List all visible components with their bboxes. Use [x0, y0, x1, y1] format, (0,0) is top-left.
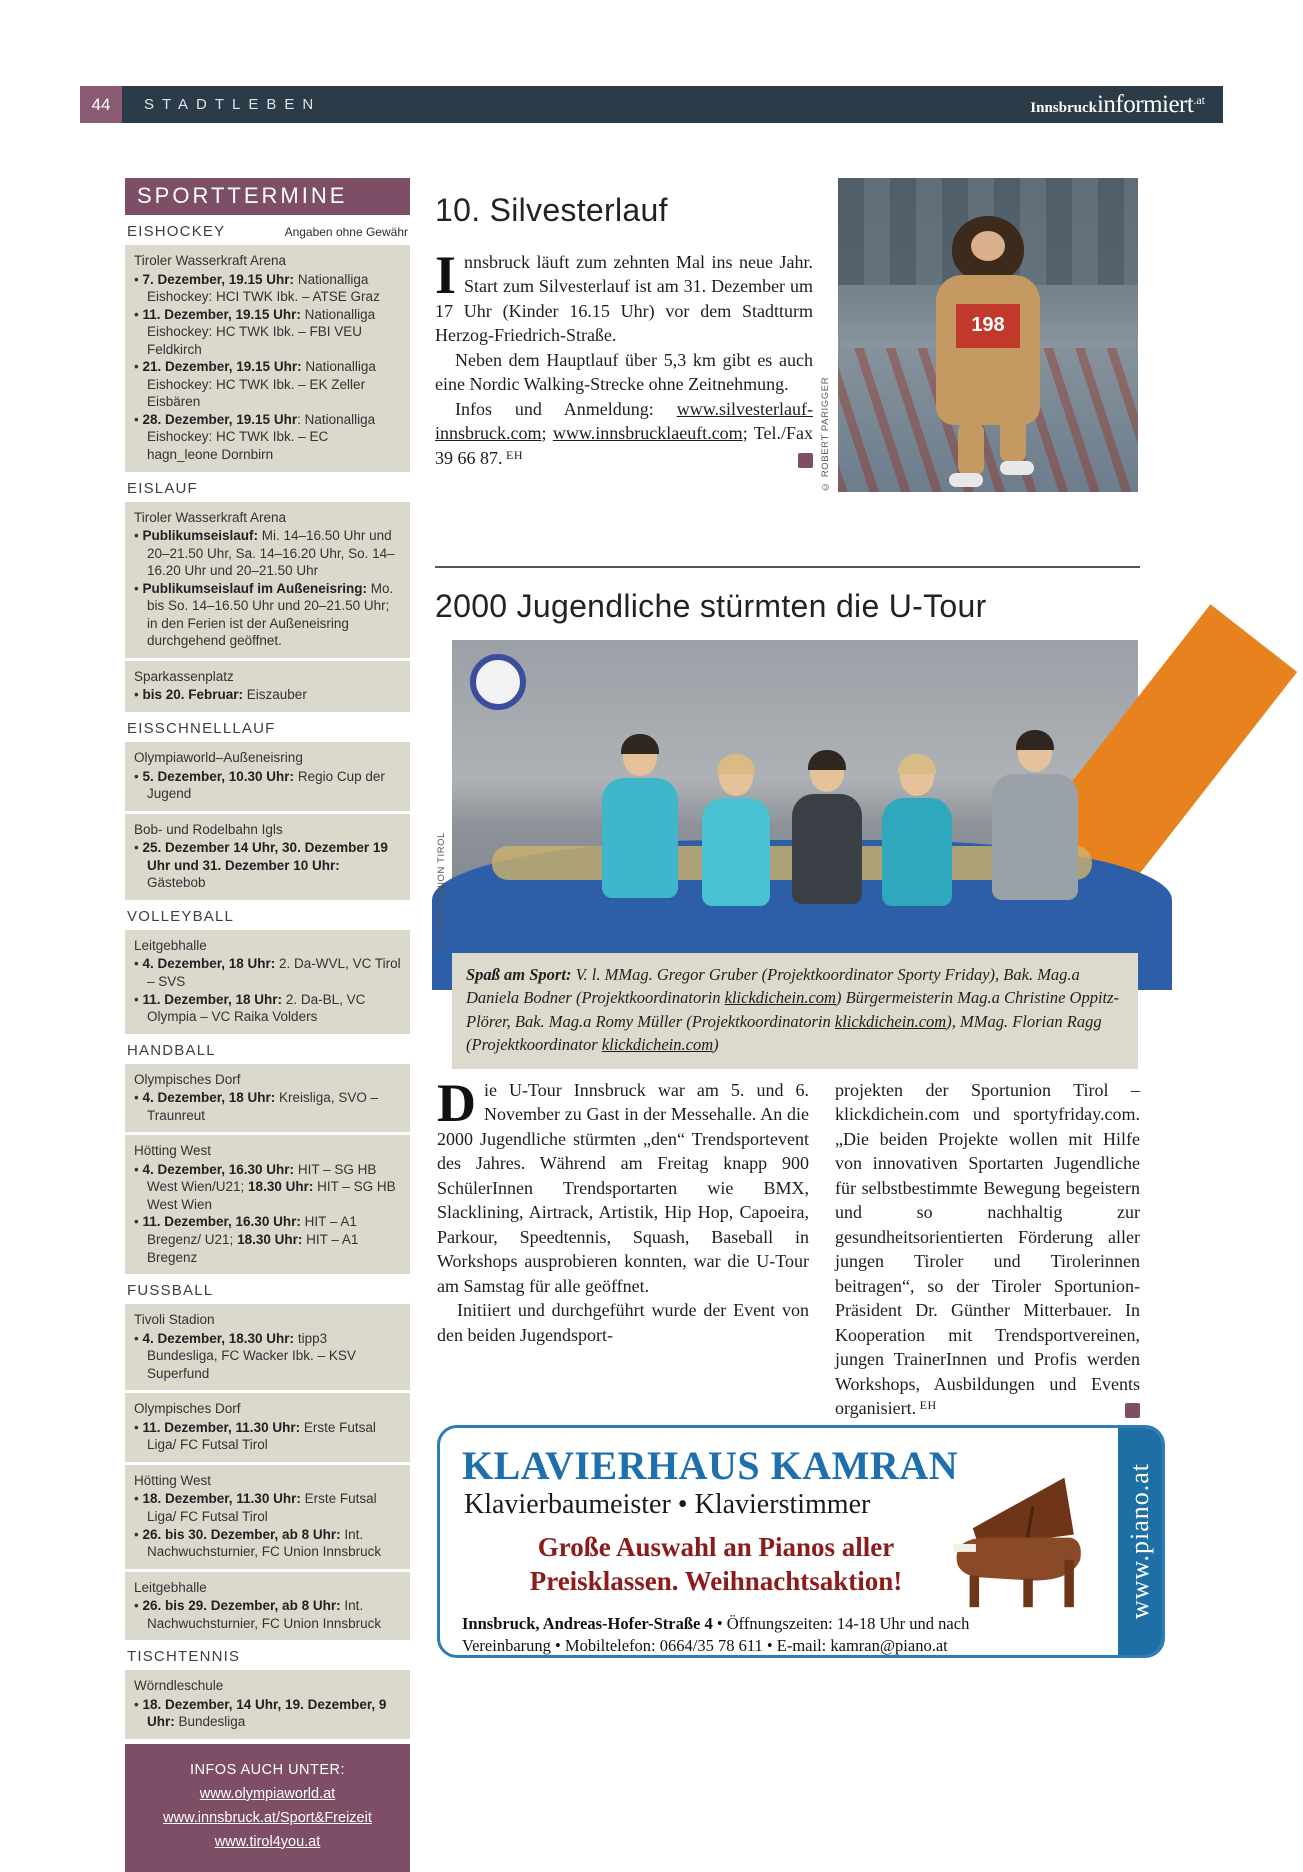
text-segment: Nationalliga Eishockey: HCI TWK Ibk. – ATSE Graz [147, 271, 380, 305]
text-segment: Publikumseislauf im Außeneisring: [142, 580, 368, 596]
venue-name: Hötting West [134, 1143, 212, 1159]
sidebar-section-heading [127, 720, 408, 737]
person-hair [808, 750, 846, 770]
bullet: • [134, 580, 143, 596]
race-bib-number: 198 [956, 304, 1020, 348]
text-segment: HIT – A1 Bregenz [147, 1231, 359, 1265]
sporttermine-sections [125, 223, 410, 1739]
inline-link[interactable]: klickdichein.com [601, 1035, 714, 1055]
text-segment: 2. Da-BL, VC Olympia – VC Raika Volders [147, 991, 366, 1025]
schedule-group [125, 245, 410, 472]
text-segment: Kreisliga, SVO – Traunreut [147, 1090, 379, 1123]
schedule-item [134, 686, 401, 704]
bullet: • [134, 1090, 143, 1106]
schedule-item [134, 1213, 401, 1266]
end-of-article-mark [798, 453, 813, 468]
venue-name: Olympiaworld–Außeneisring [134, 750, 303, 766]
schedule-item [134, 1597, 401, 1632]
bullet: • [134, 991, 143, 1007]
ad-title: KLAVIERHAUS KAMRAN [462, 1443, 959, 1488]
person-jacket [792, 794, 862, 904]
text-segment: Neben dem Hauptlauf über 5,3 km gibt es auch eine Nordic Walking-Strecke ohne Zeitnehmung. [435, 349, 813, 395]
text-segment: HIT – SG HB West Wien/U21; [147, 1161, 377, 1195]
schedule-item [134, 1526, 401, 1561]
person-shirt [602, 778, 678, 898]
page-number-box: 44 [80, 86, 122, 123]
section-heading-label: HANDBALL [127, 1041, 216, 1059]
text-segment: Int. Nachwuchsturnier, FC Union Innsbruck [147, 1526, 382, 1560]
schedule-group [125, 1670, 410, 1739]
ad-address-street: Innsbruck, Andreas-Hofer-Straße 4 [462, 1613, 713, 1633]
article2-col2 [835, 1078, 1140, 1421]
end-of-article-mark [1125, 1403, 1140, 1418]
venue-name: Olympisches Dorf [134, 1401, 241, 1417]
paragraph [435, 245, 813, 348]
bullet: • [134, 687, 143, 703]
person-shirt [702, 798, 770, 906]
venue-name: Wörndleschule [134, 1678, 224, 1694]
logo-at-suffix: .at [1193, 92, 1205, 107]
text-segment: 21. Dezember, 19.15 Uhr: [142, 359, 302, 375]
section-title: STADTLEBEN [144, 96, 322, 113]
text-segment: 2. Da-WVL, VC Tirol – SVS [147, 956, 401, 989]
photo-person [702, 758, 770, 906]
text-segment: 26. bis 29. Dezember, ab 8 Uhr: [142, 1598, 341, 1614]
grand-piano-image [938, 1458, 1096, 1630]
text-segment: ; [541, 423, 553, 444]
sidebar-title: SPORTTERMINE [125, 178, 410, 215]
ad-highlight [486, 1531, 946, 1599]
text-segment: Int. Nachwuchsturnier, FC Union Innsbruck [147, 1598, 382, 1631]
bullet: • [134, 1161, 143, 1177]
schedule-item [134, 527, 401, 580]
text-segment: : Nationalliga Eishockey: HC TWK Ibk. – EC hagn_leone Dornbirn [147, 411, 376, 463]
schedule-group [125, 1135, 410, 1274]
paragraph [835, 1078, 1140, 1421]
klavierhaus-advert [437, 1425, 1165, 1658]
schedule-item [134, 306, 401, 359]
venue-name: Bob- und Rodelbahn Igls [134, 821, 283, 837]
bullet: • [134, 1696, 143, 1712]
bullet: • [134, 840, 143, 856]
schedule-item [134, 1330, 401, 1383]
photo-person [602, 738, 678, 898]
text-segment: Gästebob [147, 875, 206, 891]
text-segment: Spaß am Sport: [466, 965, 576, 984]
schedule-group [125, 1393, 410, 1462]
logo-innsbruck: Innsbruck [1030, 99, 1097, 116]
venue-name: Leitgebhalle [134, 937, 207, 953]
header-bar [122, 86, 1223, 123]
bullet: • [134, 1330, 143, 1346]
bullet: • [134, 1491, 143, 1507]
sport-schedule-sidebar [125, 178, 410, 1872]
text-segment: 11. Dezember, 11.30 Uhr: [142, 1419, 301, 1435]
venue-name: Olympisches Dorf [134, 1071, 241, 1087]
section-heading-label: FUSSBALL [127, 1282, 214, 1300]
text-segment: 7. Dezember, 19.15 Uhr: [142, 271, 295, 287]
paragraph [437, 1298, 809, 1347]
runner-shoe [949, 473, 983, 487]
infos-link[interactable]: www.innsbruck.at/Sport&Freizeit [163, 1809, 372, 1826]
text-segment: 4. Dezember, 18.30 Uhr: [142, 1330, 295, 1346]
infos-link[interactable]: www.olympiaworld.at [199, 1785, 336, 1802]
venue-name: Tivoli Stadion [134, 1312, 215, 1328]
drop-cap: D [437, 1073, 476, 1133]
ad-highlight-line1: Große Auswahl an Pianos aller [537, 1532, 895, 1562]
sidebar-section-heading [127, 908, 408, 925]
inline-link[interactable]: klickdichein.com [724, 988, 836, 1008]
schedule-group [125, 1064, 410, 1133]
person-hair [717, 754, 755, 774]
text-segment: 28. Dezember, 19.15 Uhr [142, 411, 298, 427]
text-segment: 4. Dezember, 18 Uhr: [142, 956, 276, 972]
schedule-group [125, 930, 410, 1034]
schedule-item [134, 1419, 401, 1454]
text-segment: Eiszauber [243, 687, 307, 703]
schedule-item [134, 839, 401, 892]
venue-name: Hötting West [134, 1472, 212, 1488]
text-segment: 4. Dezember, 16.30 Uhr: [142, 1161, 295, 1177]
sidebar-section-heading [127, 1282, 408, 1299]
text-segment: HIT – A1 Bregenz/ U21; [147, 1214, 357, 1247]
person-jacket [882, 798, 952, 906]
ad-address-details: • Öffnungszeiten: 14-18 Uhr und nach Vereinbarung • Mobiltelefon: 0664/35 78 611 • E-mail: kamran@piano.at [462, 1613, 970, 1655]
paragraph [435, 348, 813, 397]
article1-headline: 10. Silvesterlauf [435, 192, 668, 228]
infos-title: INFOS AUCH UNTER: [189, 1761, 346, 1778]
schedule-group [125, 1572, 410, 1641]
text-segment: Regio Cup der Jugend [147, 768, 385, 802]
bullet: • [134, 271, 143, 287]
text-segment: HIT – SG HB West Wien [147, 1179, 396, 1212]
schedule-item [134, 358, 401, 411]
text-segment: ), MMag. Florian Ragg (Projektkoordinator [466, 1011, 1102, 1055]
inline-link[interactable]: www.innsbrucklaeuft.com [552, 423, 743, 444]
logo-informiert: informiert [1096, 90, 1194, 118]
text-segment: Infos und Anmeldung: [455, 398, 677, 419]
photo-person [792, 754, 862, 904]
drop-cap: I [435, 245, 457, 305]
infos-link[interactable]: www.tirol4you.at [214, 1833, 321, 1850]
disclaimer: Angaben ohne Gewähr [284, 225, 408, 239]
schedule-group [125, 1465, 410, 1569]
person-hair [898, 754, 936, 774]
text-segment: Mi. 14–16.50 Uhr und 20–21.50 Uhr, Sa. 14–16.20 Uhr, So. 14–16.20 Uhr und 20–21.50 Uhr [147, 528, 395, 579]
infos-box [125, 1744, 410, 1872]
sidebar-section-heading [127, 223, 408, 240]
text-segment: tipp3 Bundesliga, FC Wacker Ibk. – KSV Superfund [147, 1330, 356, 1381]
section-heading-label: EISHOCKEY [127, 223, 226, 240]
ad-address [462, 1613, 1007, 1658]
section-heading-label: VOLLEYBALL [127, 907, 235, 925]
schedule-item [134, 1161, 401, 1214]
ad-highlight-line2: Preisklassen. Weihnachtsaktion! [529, 1565, 903, 1596]
photo-person [882, 758, 952, 906]
paragraph [437, 1073, 809, 1298]
article2-headline: 2000 Jugendliche stürmten die U-Tour [435, 588, 987, 624]
section-heading-label: TISCHTENNIS [127, 1648, 241, 1666]
text-segment: projekten der Sportunion Tirol – klickdichein.com und sportyfriday.com. „Die beiden Projekte wollen mit Hilfe von innovativen Sportarten Jugendliche für selbstbestimmte Bewegung begeistern und so nachhaltig zur gesundheitsorientierten Förderung aller jungen Tiroler und Tirolerinnen beitragen“, so der Tiroler Sportunion-Präsident Dr. Günther Mitterbauer. In Kooperation mit Trendsportvereinen, jungen TrainerInnen und Profis werden Workshops, Ausbildungen und Events organisiert. [835, 1080, 1140, 1419]
photo-caption [452, 953, 1138, 1069]
sidebar-section-heading [127, 480, 408, 497]
sidebar-section-heading [127, 1042, 408, 1059]
text-segment: EH [916, 1398, 937, 1413]
text-segment: 26. bis 30. Dezember, ab 8 Uhr: [142, 1526, 341, 1542]
text-segment: V. l. MMag. Gregor Gruber (Projektkoordinator Sporty Friday), Bak. Mag.a Daniela Bodner (Projektkoordinatorin [466, 965, 1080, 1008]
person-hair [1016, 730, 1054, 750]
text-segment: 11. Dezember, 19.15 Uhr: [142, 306, 301, 322]
paragraph [435, 397, 813, 470]
event-logo [470, 654, 526, 710]
runner-shoe [1000, 461, 1034, 475]
schedule-item [134, 991, 401, 1026]
text-segment: Erste Futsal Liga/ FC Futsal Tirol [147, 1491, 377, 1524]
text-segment: Nationalliga Eishockey: HC TWK Ibk. – FBI VEU Feldkirch [147, 306, 376, 357]
bullet: • [134, 359, 143, 375]
text-segment: 18. Dezember, 14 Uhr, 19. Dezember, 9 Uhr: [142, 1696, 387, 1730]
inline-link[interactable]: www.silvesterlauf-innsbruck.com [435, 398, 813, 444]
schedule-group [125, 814, 410, 900]
schedule-item [134, 580, 401, 650]
text-segment: 18. Dezember, 11.30 Uhr: [142, 1491, 301, 1507]
person-hair [621, 734, 659, 754]
schedule-group [125, 1304, 410, 1390]
text-segment: 25. Dezember 14 Uhr, 30. Dezember 19 Uhr und 31. Dezember 10 Uhr: [142, 840, 388, 873]
caption-text [466, 965, 1119, 1054]
text-segment: ; Tel./Fax 39 66 87. [435, 423, 813, 468]
runner-costume [936, 275, 1040, 425]
infos-links [133, 1783, 402, 1855]
photo1-credit: © ROBERT PARIGGER [820, 376, 831, 492]
venue-name: Leitgebhalle [134, 1579, 207, 1595]
schedule-item [134, 271, 401, 306]
text-segment: Initiiert und durchgeführt wurde der Event von den beiden Jugendsport- [437, 1300, 809, 1345]
text-segment: nnsbruck läuft zum zehnten Mal ins neue Jahr. Start zum Silvesterlauf ist am 31. Dezember um 17 Uhr (Kinder 16.15 Uhr) vor dem Stadtturm Herzog-Friedrich-Straße. [435, 252, 813, 346]
bullet: • [134, 411, 143, 427]
silvesterlauf-photo [838, 178, 1138, 492]
sidebar-section-heading [127, 1648, 408, 1665]
photo-person [992, 734, 1078, 900]
magazine-logo [1030, 91, 1205, 119]
bullet: • [134, 1598, 143, 1614]
piano-website-link[interactable]: www.piano.at [1125, 1463, 1154, 1620]
text-segment: 5. Dezember, 10.30 Uhr: [142, 768, 295, 784]
venue-name: Tiroler Wasserkraft Arena [134, 509, 287, 525]
piano-website-strip[interactable] [1118, 1428, 1162, 1655]
text-segment: 18.30 Uhr: [248, 1179, 314, 1195]
runner-leg [1000, 410, 1026, 462]
schedule-group [125, 502, 410, 658]
schedule-group [125, 742, 410, 811]
schedule-item [134, 411, 401, 464]
inline-link[interactable]: klickdichein.com [834, 1011, 947, 1031]
venue-name: Tiroler Wasserkraft Arena [134, 253, 287, 268]
bullet: • [134, 528, 143, 544]
text-segment: ) [713, 1035, 719, 1055]
text-segment: 4. Dezember, 18 Uhr: [142, 1090, 276, 1106]
text-segment: 11. Dezember, 18 Uhr: [142, 991, 283, 1007]
article2-col1 [437, 1073, 809, 1347]
text-segment: Erste Futsal Liga/ FC Futsal Tirol [147, 1419, 376, 1453]
utour-group-photo [452, 640, 1138, 950]
bullet: • [134, 768, 143, 784]
bullet: • [134, 306, 143, 322]
person-hoodie [992, 774, 1078, 900]
schedule-item [134, 1696, 401, 1731]
text-segment: EH [502, 447, 523, 462]
text-segment: 11. Dezember, 16.30 Uhr: [142, 1214, 301, 1230]
schedule-item [134, 955, 401, 990]
bullet: • [134, 1526, 143, 1542]
section-heading-label: EISLAUF [127, 479, 198, 497]
bullet: • [134, 1214, 143, 1230]
text-segment: Publikumseislauf: [142, 528, 259, 544]
venue-name: Sparkassenplatz [134, 668, 234, 684]
runner-leg [958, 423, 984, 475]
text-segment: Bundesliga [174, 1714, 246, 1730]
text-segment: Nationalliga Eishockey: HC TWK Ibk. – EK Zeller Eisbären [147, 359, 376, 410]
schedule-item [134, 1490, 401, 1525]
photo2-credit: © SPORTUNION TIROL [436, 831, 447, 950]
text-segment: Mo. bis So. 14–16.50 Uhr und 20–21.50 Uhr; in den Ferien ist der Außeneisring durchgehend geöffnet. [147, 580, 394, 649]
text-segment: ) Bürgermeisterin Mag.a Christine Oppitz-Plörer, Bak. Mag.a Romy Müller (Projektkoordinatorin [466, 988, 1120, 1031]
bullet: • [134, 956, 143, 972]
schedule-item [134, 1089, 401, 1124]
schedule-group [125, 661, 410, 712]
schedule-item [134, 768, 401, 803]
bullet: • [134, 1419, 143, 1435]
text-segment: bis 20. Februar: [142, 687, 244, 703]
ad-subtitle: Klavierbaumeister • Klavierstimmer [464, 1489, 871, 1520]
article1-body [435, 245, 813, 470]
text-segment: 18.30 Uhr: [237, 1231, 303, 1247]
text-segment: ie U-Tour Innsbruck war am 5. und 6. November zu Gast in der Messehalle. An die 2000 Jugendliche stürmten „den“ Trendsportevent des Jahres. Während am Freitag knapp 900 SchülerInnen Trendsportarten wie BMX, Slacklining, Airtrack, Artistik, Hip Hop, Capoeira, Parkour, Speedtennis, Squash, Baseball in Workshops ausprobieren konnten, war die U-Tour am Samstag für alle geöffnet. [437, 1080, 809, 1296]
section-heading-label: EISSCHNELLLAUF [127, 720, 276, 738]
divider-rule [435, 566, 1140, 568]
